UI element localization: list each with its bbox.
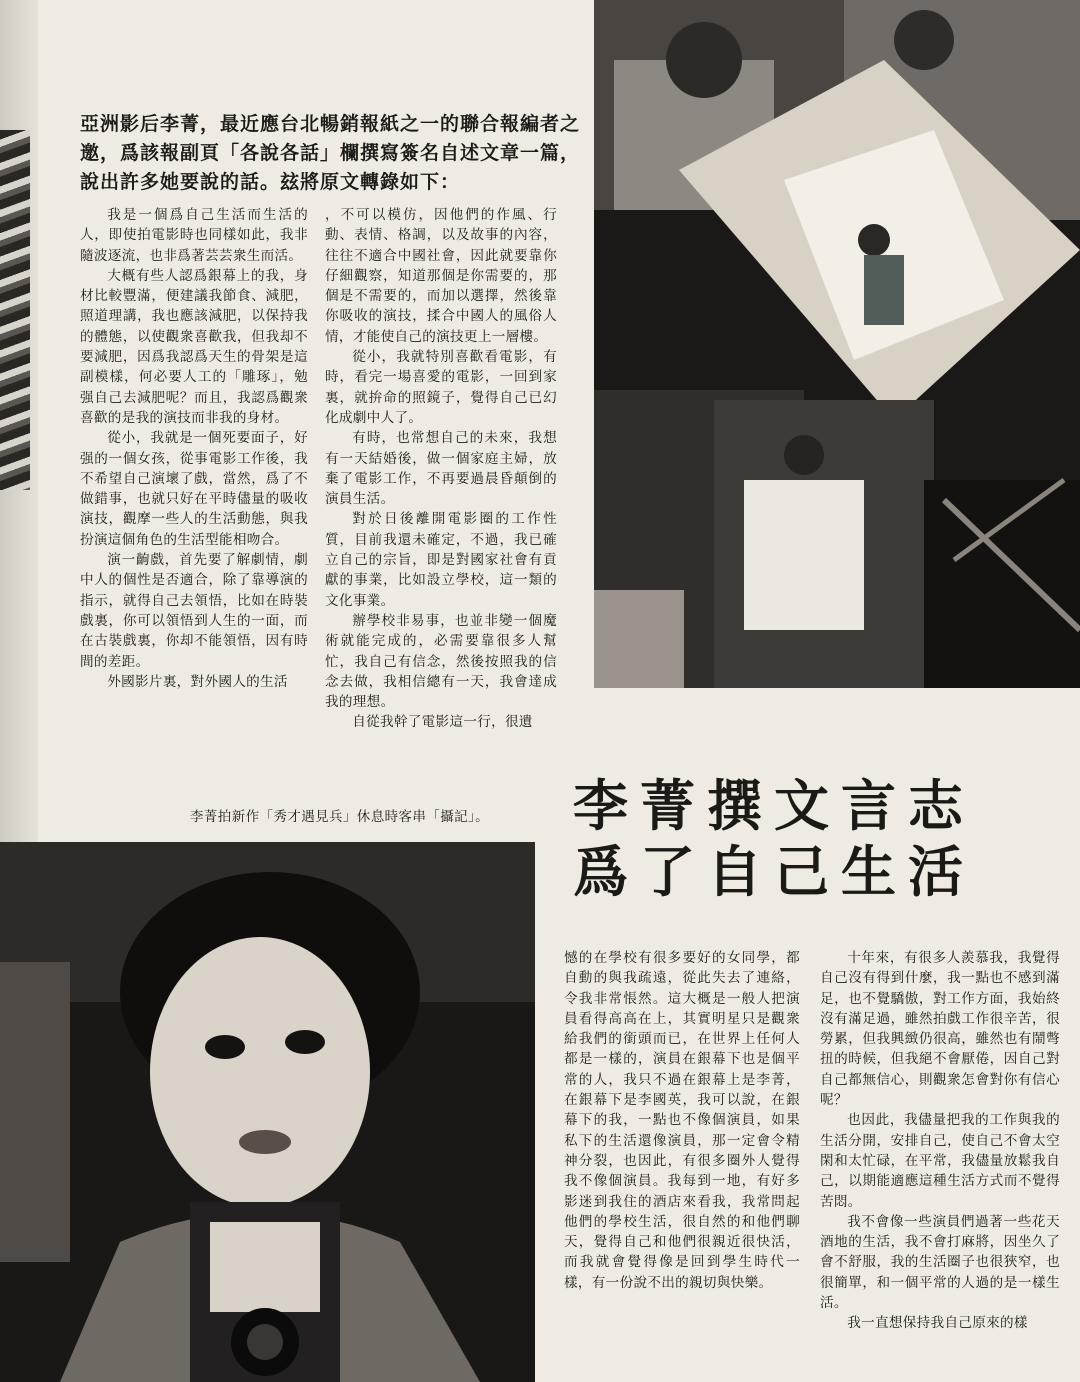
paragraph: 有時，也常想自己的未來，我想有一天結婚後，做一個家庭主婦，放棄了電影工作，不再要過晨昏顛倒的演員生活。 bbox=[325, 430, 557, 508]
headline-line-1: 李菁撰文言志 bbox=[573, 774, 976, 838]
paragraph: 十年來，有很多人羨慕我，我覺得自己沒有得到什麼，我一點也不感到滿足，也不覺驕傲，對工作方面，我始終沒有滿足過，雖然拍戲工作很辛苦，很勞累，但我興緻仍很高，雖然也有鬧彆扭的時候，但我絕不會厭倦，因自己對自己都無信心，則觀衆怎會對你有信心呢？ bbox=[820, 950, 1060, 1109]
photo-caption: 李菁拍新作「秀才遇見兵」休息時客串「攝記」。 bbox=[190, 809, 490, 825]
paragraph: 演一齣戲，首先要了解劇情，劇中人的個性是否適合，除了靠導演的指示，就得自己去領悟，比如在時裝戲裏，你可以領悟到人生的一面，而在古裝戲裏，你却不能領悟，因有時間的差距。 bbox=[80, 552, 308, 670]
paragraph: 也因此，我儘量把我的工作與我的生活分開，安排自己，使自己不會太空閑和太忙碌，在平常，我儘量放鬆我自己，以期能適應這種生活方式而不覺得苦悶。 bbox=[820, 1112, 1060, 1210]
paragraph: 辦學校非易事，也並非變一個魔術就能完成的，必需要靠很多人幫忙，我自己有信念，然後按照我的信念去做，我相信總有一天，我會達成我的理想。 bbox=[325, 612, 557, 711]
paragraph: 我是一個爲自己生活而生活的人，即使拍電影時也同樣如此，我非隨波逐流，也非爲著芸芸衆生而活。 bbox=[80, 207, 308, 264]
paragraph: 外國影片裏，對外國人的生活 bbox=[107, 673, 288, 690]
intro-paragraph: 亞洲影后李菁，最近應台北暢銷報紙之一的聯合報編者之邀，爲該報副頁「各說各話」欄撰寫簽名自述文章一篇，說出許多她要說的話。玆將原文轉錄如下： bbox=[80, 113, 581, 193]
paragraph: ，不可以模仿，因他們的作風、行動、表情、格調，以及故事的內容，往往不適合中國社會，因此就要靠你仔細觀察，知道那個是你需要的，那個是不需要的，而加以選擇，然後靠你吸收的演技，揉合中國人的風俗人情，才能使自己的演技更上一層樓。 bbox=[325, 207, 557, 345]
paragraph: 對於日後離開電影圈的工作性質，目前我還未確定，不過，我已確立自己的宗旨，即是對國家社會有貢獻的事業，比如設立學校，這一類的文化事業。 bbox=[325, 511, 557, 609]
paragraph: 從小，我就是一個死要面子，好强的一個女孩，從事電影工作後，我不希望自己演壞了戲，當然，爲了不做錯事，也就只好在平時儘量的吸收演技，觀摩一些人的生活動態，與我扮演這個角色的生活型能相吻合。 bbox=[80, 430, 308, 548]
article-column-1 bbox=[80, 205, 308, 760]
film-still-collage bbox=[594, 0, 1080, 688]
adjacent-page-photo-fragment bbox=[0, 130, 30, 490]
article-column-3 bbox=[564, 948, 800, 1378]
paragraph: 大概有些人認爲銀幕上的我，身材比較豐滿，便建議我節食、減肥，照道理講，我也應該減肥，以保持我的體態，以使觀衆喜歡我，但我却不要減肥，因爲我認爲天生的骨架是這副模樣，何必要人工的「雕琢」，勉强自己去減肥呢？而且，我認爲觀衆喜歡的是我的演技而非我的身材。 bbox=[80, 267, 308, 426]
paragraph: 自從我幹了電影這一行，很遺 bbox=[352, 714, 533, 731]
headline-line-2: 爲了自己生活 bbox=[573, 840, 976, 904]
paragraph: 從小，我就特別喜歡看電影，有時，看完一場喜愛的電影，一回到家裏，就拚命的照鏡子，覺得自己已幻化成劇中人了。 bbox=[325, 349, 557, 426]
article-column-2 bbox=[325, 205, 557, 760]
article-headline bbox=[573, 773, 1073, 905]
paragraph: 我一直想保持我自己原來的樣 bbox=[847, 1315, 1028, 1332]
portrait-photo-with-camera bbox=[0, 842, 535, 1382]
paragraph: 憾的在學校有很多要好的女同學，都自動的與我疏遠，從此失去了連絡，令我非常悵然。這大概是一般人把演員看得高高在上，其實明星只是觀衆給我們的銜頭而已，在世界上任何人都是一樣的，演員在銀幕下也是個平常的人，我只不過在銀幕上是李菁，在銀幕下是李國英，我可以說，在銀幕下的我，一點也不像個演員，如果私下的生活還像演員，那一定會令精神分裂，也因此，有很多圈外人覺得我不像個演員。我每到一地，有好多影迷到我住的酒店來看我，我常問起他們的學校生活，很自然的和他們聊天，覺得自己和他們很親近很快活，而我就會覺得像是回到學生時代一樣，有一份說不出的親切與快樂。 bbox=[564, 950, 800, 1291]
paragraph: 我不會像一些演員們過著一些花天酒地的生活，我不會打麻將，因坐久了會不舒服，我的生活圈子也很狹窄，也很簡單，和一個平常的人過的是一樣生活。 bbox=[820, 1213, 1060, 1312]
article-column-4 bbox=[820, 948, 1060, 1378]
